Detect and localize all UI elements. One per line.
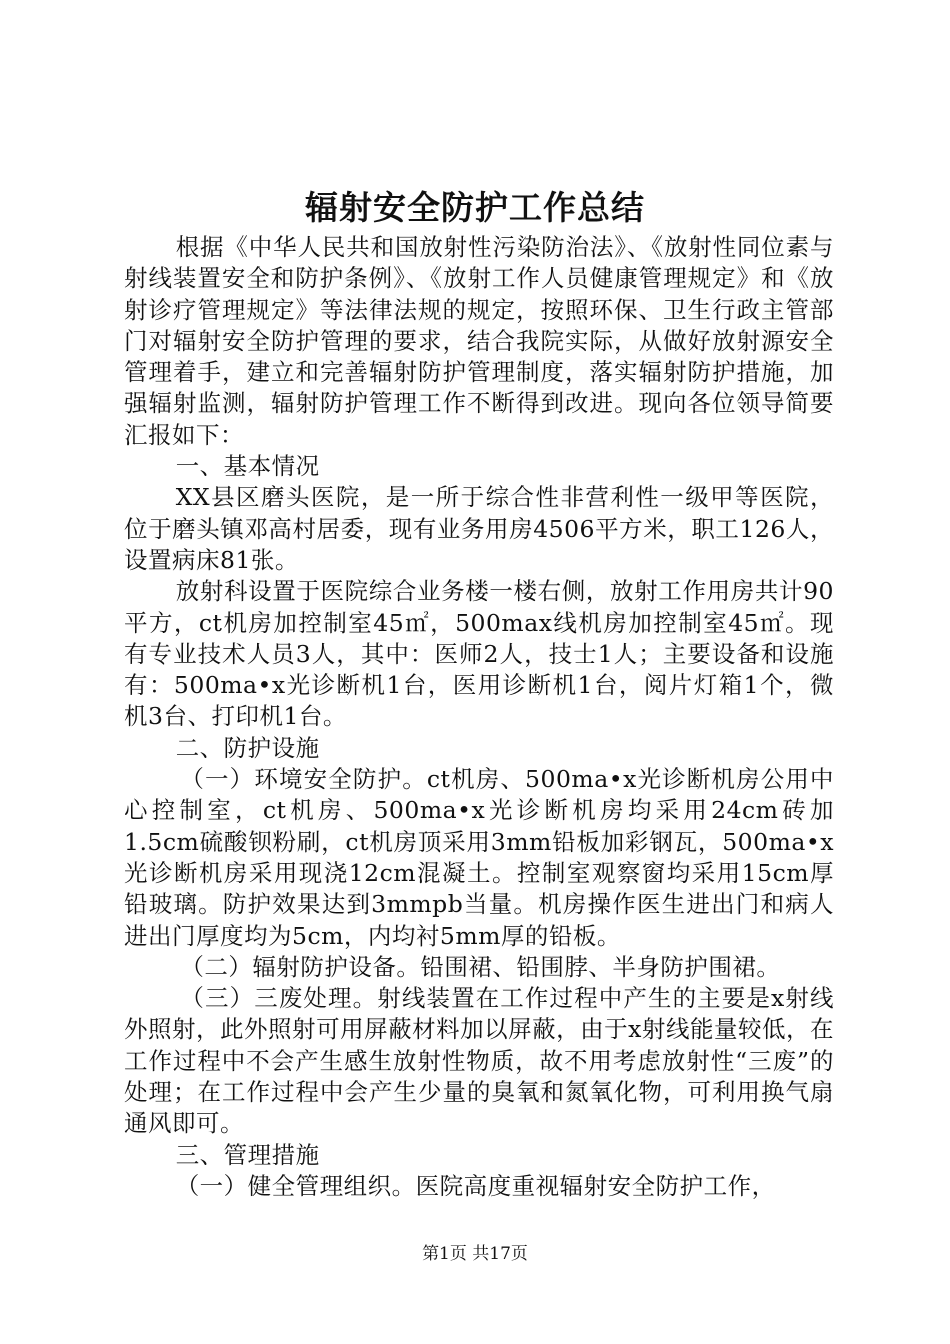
section-heading-basic: 一、基本情况 (175, 452, 320, 481)
page-footer: 第1页 共17页 (422, 1244, 528, 1264)
document-body (124, 232, 834, 1202)
section-heading-management: 三、管理措施 (175, 1140, 320, 1169)
radiology-info-paragraph: 放射科设置于医院综合业务楼一楼右侧，放射工作用房共计90平方，ct机房加控制室45㎡，500max线机房加控制室45㎡。现有专业技术人员3人，其中：医师2人，技士1人；主要设备和设施有：500ma•x光诊断机1台，医用诊断机1台，阅片灯箱1个，微机3台、打印机1台。 (124, 577, 834, 731)
document-title: 辐射安全防护工作总结 (305, 188, 645, 227)
hospital-info-paragraph: XX县区磨头医院，是一所于综合性非营利性一级甲等医院，位于磨头镇邓高村居委，现有业务用房4506平方米，职工126人，设置病床81张。 (124, 483, 834, 574)
protection-equipment-paragraph: （二）辐射防护设备。铅围裙、铅围脖、半身防护围裙。 (180, 952, 781, 981)
waste-treatment-paragraph: （三）三废处理。射线装置在工作过程中产生的主要是x射线外照射，此外照射可用屏蔽材料加以屏蔽，由于x射线能量较低，在工作过程中不会产生感生放射性物质，故不用考虑放射性“三废”的处理；在工作过程中会产生少量的臭氧和氮氧化物，可利用换气扇通风即可。 (124, 984, 834, 1138)
section-heading-facilities: 二、防护设施 (175, 733, 320, 762)
intro-paragraph: 根据《中华人民共和国放射性污染防治法》、《放射性同位素与射线装置安全和防护条例》、《放射工作人员健康管理规定》和《放射诊疗管理规定》等法律法规的规定，按照环保、卫生行政主管部门对辐射安全防护管理的要求，结合我院实际，从做好放射源安全管理着手，建立和完善辐射防护管理制度，落实辐射防护措施，加强辐射监测，辐射防护管理工作不断得到改进。现向各位领导简要汇报如下： (124, 233, 834, 449)
management-organization-paragraph: （一）健全管理组织。医院高度重视辐射安全防护工作， (175, 1171, 776, 1200)
environment-protection-paragraph: （一）环境安全防护。ct机房、500ma•x光诊断机房公用中心控制室，ct机房、500ma•x光诊断机房均采用24cm砖加1.5cm硫酸钡粉刷，ct机房顶采用3mm铅板加彩钢瓦，500ma•x光诊断机房采用现浇12cm混凝土。控制室观察窗均采用15cm厚铅玻璃。防护效果达到3mmpb当量。机房操作医生进出门和病人进出门厚度均为5cm，内均衬5mm厚的铅板。 (124, 765, 834, 950)
